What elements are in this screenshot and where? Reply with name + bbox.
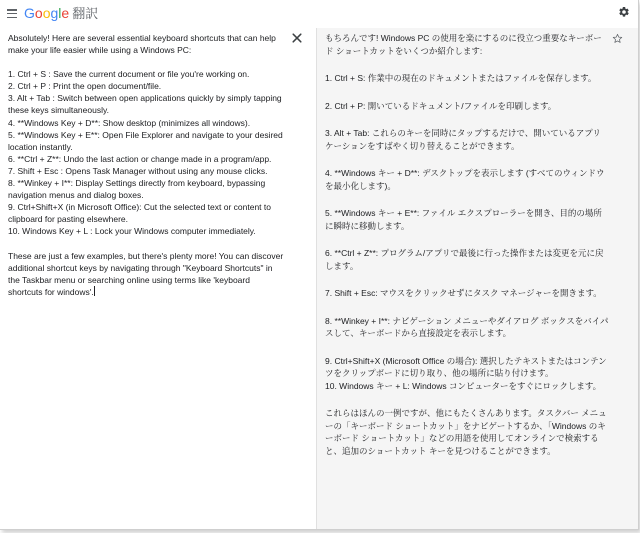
source-line: 8. **Winkey + I**: Display Settings directly from keyboard, bypassing navigation menus and dialog boxes. xyxy=(8,178,266,201)
translation-pane xyxy=(317,28,638,529)
product-name: 翻訳 xyxy=(72,6,99,21)
target-line: 10. Windows キー + L: Windows コンピューターをすぐにロックします。 xyxy=(325,380,602,391)
source-line: 6. **Ctrl + Z**: Undo the last action or change made in a program/app. xyxy=(8,153,272,164)
source-line: 3. Alt + Tab : Switch between open applications quickly by simply tapping these keys simultaneously. xyxy=(8,93,282,116)
target-line: 3. Alt + Tab: これらのキーを同時にタップするだけで、開いているアプリケーションをすばやく切り替えることができます。 xyxy=(325,128,601,151)
target-line: 5. **Windows キー + E**: ファイル エクスプローラーを開き、目的の場所に瞬時に移動します。 xyxy=(325,208,602,231)
target-line: もちろんです! Windows PC の使用を楽にするのに役立つ重要なキーボード ショートカットをいくつか紹介します: xyxy=(325,33,602,56)
app-logo[interactable] xyxy=(24,5,98,22)
source-textarea[interactable] xyxy=(8,32,286,298)
target-line: 2. Ctrl + P: 開いているドキュメント/ファイルを印刷します。 xyxy=(325,100,557,111)
source-line: 5. **Windows Key + E**: Open File Explorer and navigate to your desired location instantly. xyxy=(8,129,283,152)
source-line: 10. Windows Key + L : Lock your Windows computer immediately. xyxy=(8,226,256,237)
source-line: 7. Shift + Esc : Opens Task Manager without using any mouse clicks. xyxy=(8,165,268,176)
source-line: Absolutely! Here are several essential keyboard shortcuts that can help make your life easier while using a Windows PC: xyxy=(8,33,276,56)
source-line: 9. Ctrl+Shift+X (in Microsoft Office): Cut the selected text or content to clipboard for pasting elsewhere. xyxy=(8,202,271,225)
google-logo: Google xyxy=(24,5,70,21)
target-line: 6. **Ctrl + Z**: プログラム/アプリで最後に行った操作または変更を元に戻します。 xyxy=(325,248,604,271)
target-line: 8. **Winkey + I**: ナビゲーション メニューやダイアログ ボックスをバイパスして、キーボードから直接設定を表示します。 xyxy=(325,315,609,338)
text-cursor xyxy=(94,286,95,296)
target-line: 4. **Windows キー + D**: デスクトップを表示します (すべてのウィンドウを最小化します)。 xyxy=(325,168,605,191)
source-line: These are just a few examples, but there's plenty more! You can discover additional shortcut keys by navigating through "Keyboard Shortcuts" in the Taskbar menu or searching online using terms like 'keyboard shortcuts for windows'. xyxy=(8,250,284,297)
target-line: 1. Ctrl + S: 作業中の現在のドキュメントまたはファイルを保存します。 xyxy=(325,73,597,83)
close-icon[interactable] xyxy=(292,33,302,43)
source-line: 2. Ctrl + P : Print the open document/file. xyxy=(8,81,162,92)
top-app-bar xyxy=(0,0,638,29)
target-line: これらはほんの一例ですが、他にもたくさんあります。タスクバー メニューの「キーボード ショートカット」をナビゲートするか、「Windows のキーボード ショートカット」などの用語を使用してオンラインで検索すると、追加のショートカット キーを見つけることができます。 xyxy=(325,408,607,456)
hamburger-menu-icon[interactable] xyxy=(7,9,17,18)
target-line: 9. Ctrl+Shift+X (Microsoft Office の場合): 選択したテキストまたはコンテンツをクリップボードに切り取り、他の場所に貼り付けます。 xyxy=(325,355,607,378)
source-line: 1. Ctrl + S : Save the current document or file you're working on. xyxy=(8,69,250,80)
source-text-pane[interactable] xyxy=(0,28,317,529)
source-line: 4. **Windows Key + D**: Show desktop (minimizes all windows). xyxy=(8,117,251,128)
target-line: 7. Shift + Esc: マウスをクリックせずにタスク マネージャーを開きます。 xyxy=(325,288,602,298)
translation-output xyxy=(325,32,609,457)
gear-icon[interactable] xyxy=(618,6,630,18)
star-icon[interactable] xyxy=(612,33,623,44)
